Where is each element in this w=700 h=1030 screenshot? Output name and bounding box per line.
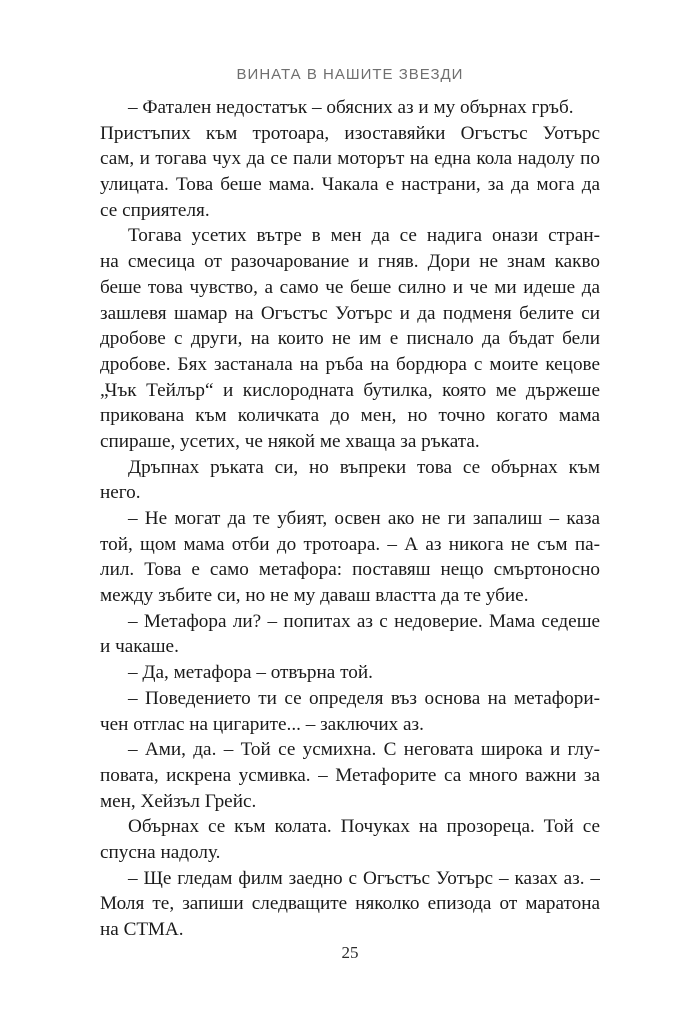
text-line: се сприятеля.: [100, 199, 210, 221]
text-line: „Чък Тейлър“ и кислородната бутилка, която ме държеше: [100, 379, 600, 401]
text-line: – Фатален недостатък – обясних аз и му обърнах гръб.: [128, 97, 574, 118]
text-line: него.: [100, 482, 141, 504]
text-line: Обърнах се към колата. Почуках на прозореца. Той се: [128, 816, 600, 838]
running-header: ВИНАТА В НАШИТЕ ЗВЕЗДИ: [236, 66, 464, 83]
text-line: – Метафора ли? – попитах аз с недоверие. Мама седеше: [128, 610, 600, 632]
text-line: зашлевя шамар на Огъстъс Уотърс и да подменя белите си: [100, 302, 600, 324]
text-line: беше това чувство, а само че беше силно и че ми идеше да: [100, 276, 600, 298]
text-line: Тогава усетих вътре в мен да се надига онази стран-: [128, 225, 600, 247]
text-line: повата, искрена усмивка. – Метафорите са много важни за: [100, 764, 600, 786]
text-line: на СТМА.: [100, 919, 184, 940]
text-line: и чакаше.: [100, 636, 179, 658]
text-line: спираше, усетих, че някой ме хваща за ръката.: [100, 430, 480, 452]
text-line: прикована към количката до мен, но точно когато мама: [100, 405, 600, 427]
text-line: лил. Това е само метафора: поставяш нещо смъртоносно: [100, 559, 600, 581]
text-line: между зъбите си, но не му даваш властта да те убие.: [100, 585, 529, 607]
text-line: – Ами, да. – Той се усмихна. С неговата широка и глу-: [128, 739, 600, 761]
text-line: – Не могат да те убият, освен ако не ги запалиш – каза: [128, 508, 600, 529]
text-line: Моля те, запиши следващите няколко епизода от маратона: [100, 893, 600, 915]
text-line: на смесица от разочарование и гняв. Дори не знам какво: [100, 251, 600, 273]
text-line: Дръпнах ръката си, но въпреки това се обърнах към: [128, 456, 600, 478]
text-line: – Ще гледам филм заедно с Огъстъс Уотърс – казах аз. –: [128, 867, 600, 889]
text-line: – Поведението ти се определя въз основа на метафори-: [128, 687, 600, 709]
text-line: мен, Хейзъл Грейс.: [100, 790, 257, 812]
text-line: улицата. Това беше мама. Чакала е настрани, за да мога да: [100, 174, 600, 196]
text-line: дробове с други, на които не им е писнало да бъдат бели: [100, 328, 600, 350]
page-number: 25: [341, 943, 359, 962]
text-line: Пристъпих към тротоара, изоставяйки Огъстъс Уотърс: [100, 122, 600, 144]
text-line: чен отглас на цигарите... – заключих аз.: [100, 713, 424, 735]
body-text: [100, 95, 600, 943]
text-line: спусна надолу.: [100, 841, 221, 863]
text-line: сам, и тогава чух да се пали моторът на една кола надолу по: [100, 148, 600, 170]
text-line: – Да, метафора – отвърна той.: [128, 662, 373, 684]
text-line: дробове. Бях застанала на ръба на бордюра с моите кецове: [100, 353, 600, 375]
text-line: той, щом мама отби до тротоара. – А аз никога не съм па-: [100, 533, 600, 555]
